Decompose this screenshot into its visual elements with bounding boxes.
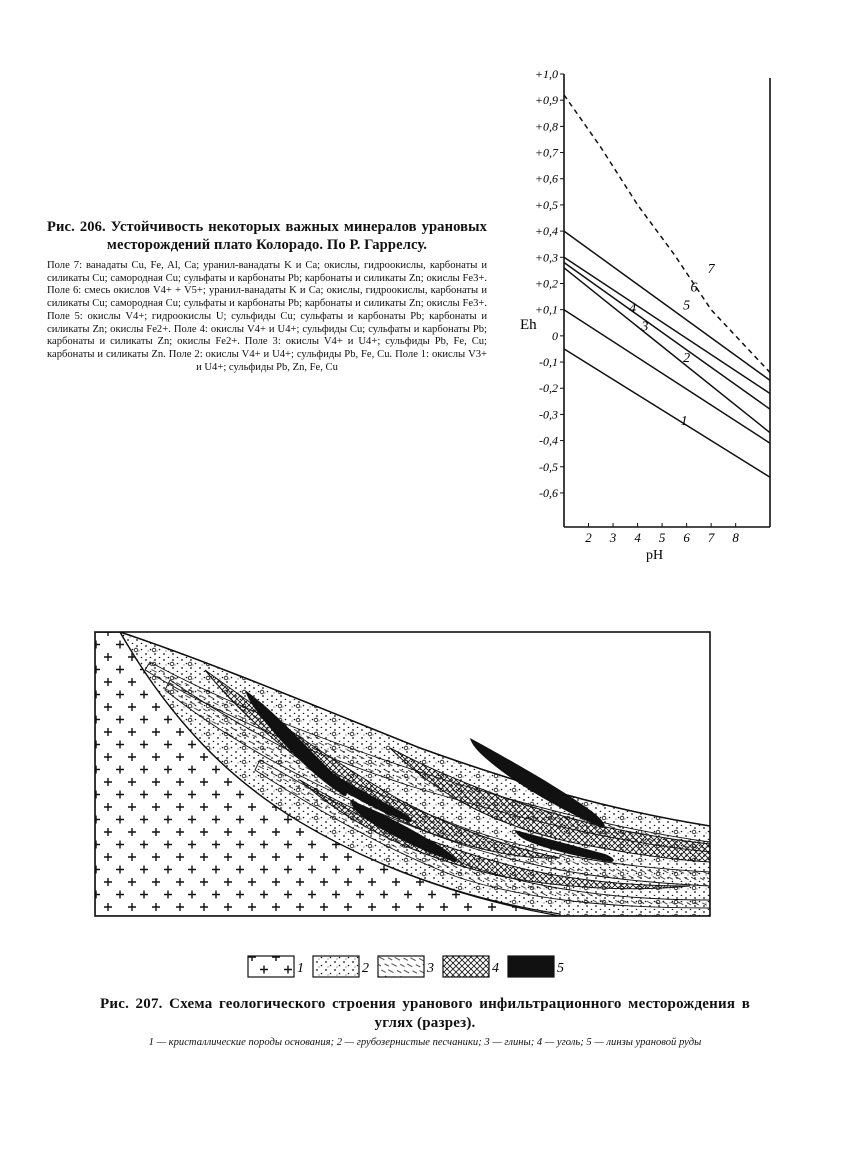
y-tick-label: +0,5 — [534, 197, 558, 212]
legend-swatch-crosses — [248, 956, 294, 977]
y-tick-label: -0,4 — [539, 433, 558, 448]
y-tick-label: -0,2 — [539, 381, 558, 396]
figure-206-title: Рис. 206. Устойчивость некоторых важных минералов урановых месторождений плато Колорадо. По Р. Гаррелсу. — [47, 219, 487, 253]
x-tick-label: 5 — [658, 530, 666, 545]
x-tick-label: 6 — [683, 530, 690, 545]
figure-207-title: Рис. 207. Схема геологического строения уранового инфильтрационного месторождения в углях (разрез). — [100, 996, 750, 1031]
y-tick-label: +0,1 — [534, 302, 558, 317]
legend-swatch-dashes — [378, 956, 424, 977]
line-label-6: 6 — [690, 280, 698, 296]
figure-206-legend: Поле 7: ванадаты Cu, Fe, Al, Ca; уранил-ванадаты K и Ca; окислы, гидроокислы, карбонаты и силикаты Cu; самородная Cu; сульфаты и карбонаты Pb; карбонаты и силикаты Zn; окислы Fe3+. Поле 6: смесь окислов V4+ + V5+; уранил-ванадаты K и Ca; окислы, гидроокислы, карбонаты и силикаты Cu; самородная Cu; сульфаты и карбонаты Pb; карбонаты и силикаты Zn; окислы Fe3+. Поле 5: окислы V4+; гидроокислы U; сульфиды Cu; сульфаты и карбонаты Pb; карбонаты и силикаты Zn; окислы Fe2+. Поле 4: окислы V4+ и U4+; сульфиды Cu; сульфаты и карбонаты Pb; карбонаты и силикаты Zn; окислы Fe2+. Поле 3: окислы V4+ и U4+; сульфиды Pb, Fe, Cu; карбонаты и силикаты Zn. Поле 2: окислы V4+ и U4+; сульфиды Pb, Fe, Cu. Поле 1: окислы V3+ и U4+; сульфиды Pb, Zn, Fe, Cu — [47, 260, 487, 373]
y-tick-label: +0,7 — [534, 145, 558, 160]
line-label-3: 3 — [641, 319, 649, 335]
x-tick-label: 3 — [609, 530, 617, 545]
line-label-7: 7 — [707, 262, 715, 278]
legend-swatch-crosshatch — [443, 956, 489, 977]
y-tick-label: +0,8 — [534, 119, 558, 134]
y-tick-label: +0,4 — [534, 224, 558, 239]
x-tick-label: 4 — [634, 530, 641, 545]
figure-207-legend: 1 — кристаллические породы основания; 2 — грубозернистые песчаники; 3 — глины; 4 — уголь; 5 — линзы урановой руды — [148, 1037, 702, 1048]
legend-number: 3 — [427, 961, 434, 976]
y-tick-label: -0,1 — [539, 355, 558, 370]
line-label-1: 1 — [680, 413, 688, 429]
line-label-5: 5 — [683, 298, 691, 314]
y-tick-label: +0,9 — [534, 93, 558, 108]
y-tick-label: -0,3 — [539, 407, 558, 422]
y-tick-label: +0,3 — [534, 250, 558, 265]
legend-swatch-solid — [508, 956, 554, 977]
y-tick-label: -0,5 — [539, 459, 558, 474]
y-tick-label: -0,6 — [539, 485, 558, 500]
y-tick-label: +1,0 — [534, 67, 558, 81]
x-tick-label: 7 — [707, 530, 715, 545]
y-tick-label: +0,2 — [534, 276, 558, 291]
x-axis-label: pH — [646, 548, 664, 563]
line-label-4: 4 — [629, 301, 637, 317]
legend-number: 5 — [557, 961, 564, 976]
line-label-2: 2 — [683, 351, 691, 367]
legend-swatch-dots — [313, 956, 359, 977]
y-axis-label: Eh — [520, 317, 537, 333]
x-tick-label: 2 — [585, 530, 592, 545]
figure-207-caption — [100, 995, 750, 1049]
y-tick-label: +0,6 — [534, 171, 558, 186]
x-tick-label: 8 — [732, 530, 739, 545]
legend-number: 2 — [362, 961, 369, 976]
legend-number: 1 — [297, 961, 304, 976]
legend-number: 4 — [492, 961, 499, 976]
y-tick-label: 0 — [552, 328, 558, 343]
